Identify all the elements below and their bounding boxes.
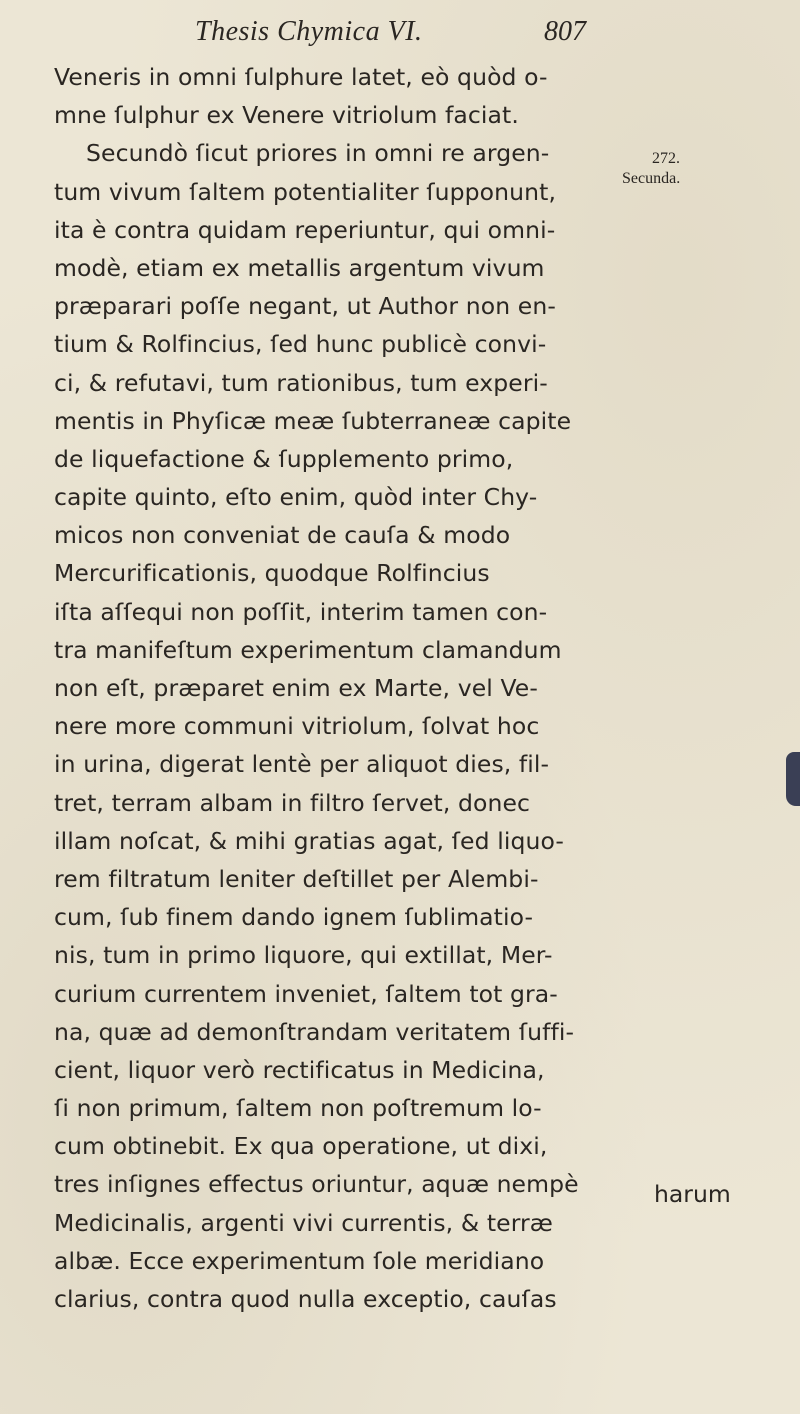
- ink-blot: [786, 752, 800, 806]
- text-line: tres inſignes effectus oriuntur, aquæ nempè: [54, 1170, 579, 1199]
- text-line: curium currentem inveniet, ſaltem tot gra-: [54, 979, 558, 1008]
- page-header: [0, 12, 800, 52]
- text-line: illam noſcat, & mihi gratias agat, ſed liquo-: [54, 826, 564, 855]
- text-line: capite quinto, eſto enim, quòd inter Chy-: [54, 483, 538, 512]
- text-line: Medicinalis, argenti vivi currentis, & terræ: [54, 1208, 553, 1237]
- text-line: na, quæ ad demonſtrandam veritatem ſuffi-: [54, 1017, 575, 1046]
- text-line: ita è contra quidam reperiuntur, qui omni-: [54, 215, 556, 244]
- text-line: cum obtinebit. Ex qua operatione, ut dixi,: [54, 1132, 548, 1161]
- text-line: rem filtratum leniter deſtillet per Alembi-: [54, 864, 539, 893]
- text-line: modè, etiam ex metallis argentum vivum: [54, 253, 545, 282]
- text-line: cient, liquor verò rectificatus in Medicina,: [54, 1055, 545, 1084]
- text-line: Mercurificationis, quodque Rolfincius: [54, 559, 490, 588]
- text-line: mne ſulphur ex Venere vitriolum faciat.: [54, 101, 519, 130]
- text-line: præparari poſſe negant, ut Author non en-: [54, 292, 556, 321]
- catchword: harum: [654, 1180, 731, 1208]
- text-line: tum vivum ſaltem potentialiter ſupponunt,: [54, 177, 557, 206]
- text-line: Veneris in omni ſulphure latet, eò quòd o-: [54, 63, 548, 91]
- margin-note-number: 272.: [652, 150, 680, 167]
- running-title: Thesis Chymica VI.: [195, 16, 423, 47]
- text-line: tium & Rolfincius, ſed hunc publicè convi-: [54, 330, 547, 359]
- text-line: in urina, digerat lentè per aliquot dies, fil-: [54, 750, 550, 779]
- text-line: nere more communi vitriolum, ſolvat hoc: [54, 712, 540, 741]
- text-line: micos non conveniat de cauſa & modo: [54, 521, 511, 550]
- text-line: tret, terram albam in filtro ſervet, donec: [54, 788, 531, 817]
- text-line: nis, tum in primo liquore, qui extillat, Mer-: [54, 941, 553, 970]
- text-line: iſta aſſequi non poſſit, interim tamen con-: [54, 597, 548, 626]
- body-text: [54, 58, 614, 1318]
- text-line: ſi non primum, ſaltem non poſtremum lo-: [54, 1094, 542, 1123]
- text-line: clarius, contra quod nulla exceptio, cauſas: [54, 1285, 557, 1313]
- text-line: de liquefactione & ſupplemento primo,: [54, 444, 514, 473]
- text-line: tra manifeſtum experimentum clamandum: [54, 635, 562, 664]
- margin-note-label: Secunda.: [622, 170, 681, 187]
- text-line: cum, ſub finem dando ignem ſublimatio-: [54, 903, 534, 932]
- text-line: non eſt, præparet enim ex Marte, vel Ve-: [54, 674, 538, 702]
- text-line: ci, & refutavi, tum rationibus, tum experi-: [54, 368, 548, 397]
- text-line: mentis in Phyſicæ meæ ſubterraneæ capite: [54, 406, 572, 435]
- text-line: Secundò ſicut priores in omni re argen-: [86, 139, 550, 168]
- text-line: albæ. Ecce experimentum ſole meridiano: [54, 1246, 545, 1275]
- page-number: 807: [544, 16, 586, 47]
